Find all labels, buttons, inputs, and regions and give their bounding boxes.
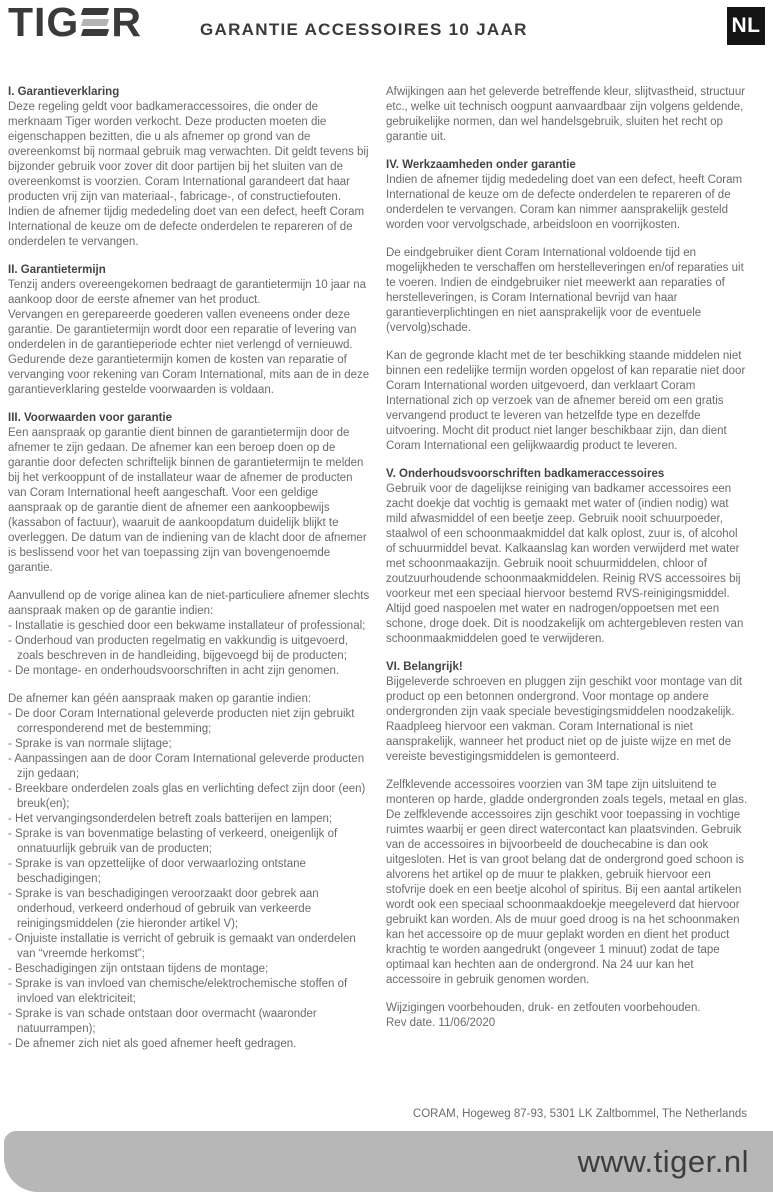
bullet-item: - Onderhoud van producten regelmatig en vakkundig is uitgevoerd, zoals beschreven in de handleiding, bijgevoegd bij de producten; <box>8 634 370 664</box>
paragraph: Zelfklevende accessoires voorzien van 3M tape zijn uitsluitend te monteren op harde, gladde ondergronden zoals tegels, metaal en glas. De zelfklevende accessoires zijn geschikt voor toepassing in vochtige ruimtes waarbij er geen direct watercontact kan plaatsvinden. Gebruik van de accessoires in bijvoorbeeld de douchecabine is dan ook uitgesloten. Het is van groot belang dat de ondergrond goed schoon is alvorens het artikel op de muur te plakken, gebruik hiervoor een stofvrije doek en een beetje alcohol of spiritus. Bij een aantal artikelen wordt ook een speciaal schoonmaakdoekje meegeleverd dat hiervoor gebruikt kan worden. Als de muur goed droog is na het schoonmaken kan het accessoire op de muur geplakt worden en dient het product krachtig te worden aangedrukt (ongeveer 1 minuut) zodat de tape optimaal kan hechten aan de ondergrond. Na 24 uur kan het accessoire in gebruik genomen worden. <box>386 779 748 986</box>
bullet-item: - Installatie is geschied door een bekwame installateur of professional; <box>8 619 370 634</box>
section-heading: III. Voorwaarden voor garantie <box>8 412 173 424</box>
bullet-item: - Sprake is van bovenmatige belasting of verkeerd, oneigenlijk of onnatuurlijk gebruik van de producten; <box>8 827 370 857</box>
language-badge: NL <box>727 7 765 45</box>
logo-text-prefix: TIG <box>8 0 80 45</box>
left-column <box>8 85 370 1052</box>
footer-bar <box>4 1131 773 1192</box>
paragraph: Wijzigingen voorbehouden, druk- en zetfouten voorbehouden. <box>386 1002 701 1014</box>
bullet-item: - De afnemer zich niet als goed afnemer heeft gedragen. <box>8 1037 370 1052</box>
bullet-item: - De montage- en onderhoudsvoorschriften in acht zijn genomen. <box>8 664 370 679</box>
paragraph: Indien de afnemer tijdig mededeling doet van een defect, heeft Coram International de keuze om de defecte onderdelen te repareren of de onderdelen te vervangen. Coram kan nimmer aansprakelijk gesteld worden voor vervolgschade, arbeidsloon en voorrijkosten. <box>386 174 743 231</box>
section-heading: II. Garantietermijn <box>8 264 106 276</box>
bullet-item: - Breekbare onderdelen zoals glas en verlichting defect zijn door (een) breuk(en); <box>8 782 370 812</box>
right-column <box>386 85 748 1031</box>
paragraph: Afwijkingen aan het geleverde betreffende kleur, slijtvastheid, structuur etc., welke uit technisch oogpunt aanvaardbaar zijn volgens geldende, gebruikelijke normen, dan wel handelsgebruik, sluiten het recht op garantie uit. <box>386 86 746 143</box>
bullet-item: - Beschadigingen zijn ontstaan tijdens de montage; <box>8 962 370 977</box>
paragraph: Gedurende deze garantietermijn komen de kosten van reparatie of vervanging voor rekening van Coram International, mits aan de in deze garantieverklaring gestelde voorwaarden is voldaan. <box>8 354 370 396</box>
paragraph: Bijgeleverde schroeven en pluggen zijn geschikt voor montage van dit product op een betonnen ondergrond. Voor montage op andere ondergronden zijn vaak speciale bevestigingsmiddelen noodzakelijk. Raadpleeg hiervoor een vakman. Coram International is niet aansprakelijk, wanneer het product niet op de juiste wijze en met de vereiste bevestigingsmiddelen is gemonteerd. <box>386 676 743 763</box>
paragraph: Deze regeling geldt voor badkameraccessoires, die onder de merknaam Tiger worden verkocht. Deze producten moeten die eigenschappen bezitten, die u als afnemer op grond van de overeenkomst bij normaal gebruik mag verwachten. Dit geldt tevens bij bijzonder gebruik voor zover dit door partijen bij het sluiten van de overeenkomst is voorzien. Coram International garandeert dat haar producten vrij zijn van materiaal-, fabricage-, of constructiefouten. Indien de afnemer tijdig mededeling doet van een defect, heeft Coram International de keuze om de defecte onderdelen te repareren of de onderdelen te vervangen. <box>8 101 369 248</box>
document-title: GARANTIE ACCESSOIRES 10 JAAR <box>200 20 528 39</box>
bullet-list <box>8 707 370 1052</box>
bullet-item: - Het vervangingsonderdelen betreft zoals batterijen en lampen; <box>8 812 370 827</box>
paragraph: Vervangen en gerepareerde goederen vallen eveneens onder deze garantie. De garantietermijn wordt door een reparatie of levering van onderdelen in de garantieperiode echter niet verlengd of vernieuwd. <box>8 309 357 351</box>
paragraph: Gebruik voor de dagelijkse reiniging van badkamer accessoires een zacht doekje dat vochtig is gemaakt met water of (indien nodig) wat mild afwasmiddel of een beetje zeep. Gebruik nooit schuurpoeder, staalwol of een schoonmaakmiddel dat kalk oplost, zuur is, of alcohol of schuurmiddel bevat. Kalkaanslag kan worden verwijderd met water met schoonmaakazijn. Gebruik nooit schuurmiddelen, chloor of zoutzuurhoudende schoonmaakmiddelen. Reinig RVS accessoires bij voorkeur met een speciaal hiervoor bestemd RVS-reinigingsmiddel. Altijd goed naspoelen met water en nadrogen/oppoetsen met een schone, droge doek. Dit is noodzakelijk om achtergebleven resten van schoonmaakmiddelen goed te verwijderen. <box>386 483 744 645</box>
paragraph: De afnemer kan géén aanspraak maken op garantie indien: <box>8 693 312 705</box>
paragraph: Een aanspraak op garantie dient binnen de garantietermijn door de afnemer te zijn gedaan. De afnemer kan een beroep doen op de garantie door defecten schriftelijk binnen de garantietermijn te melden bij het verkooppunt of de installateur waar de afnemer de producten van Coram International heeft aangeschaft. Voor een geldige aanspraak op de garantie dient de afnemer een aankoopbewijs (kassabon of factuur), waaruit de aankoopdatum duidelijk blijkt te overleggen. De datum van de indiening van de klacht door de afnemer is beslissend voor het van toepassing zijn van bovengenoemde garantie. <box>8 427 367 574</box>
tiger-logo <box>8 0 142 45</box>
bullet-item: - Sprake is van beschadigingen veroorzaakt door gebrek aan onderhoud, verkeerd onderhoud of gebruik van verkeerde reinigingsmiddelen (zie hieronder artikel V); <box>8 887 370 932</box>
section-heading: I. Garantieverklaring <box>8 86 120 98</box>
section-heading: VI. Belangrijk! <box>386 661 463 673</box>
bullet-item: - Sprake is van normale slijtage; <box>8 737 370 752</box>
section-heading: IV. Werkzaamheden onder garantie <box>386 159 576 171</box>
bullet-item: - Sprake is van invloed van chemische/elektrochemische stoffen of invloed van elektriciteit; <box>8 977 370 1007</box>
bullet-item: - De door Coram International geleverde producten niet zijn gebruikt corresponderend met de bestemming; <box>8 707 370 737</box>
website-url: www.tiger.nl <box>577 1143 749 1179</box>
bullet-item: - Onjuiste installatie is verricht of gebruik is gemaakt van onderdelen van “vreemde herkomst”; <box>8 932 370 962</box>
section-heading: V. Onderhoudsvoorschriften badkameraccessoires <box>386 468 665 480</box>
paragraph: Kan de gegronde klacht met de ter beschikking staande middelen niet binnen een redelijke termijn worden opgelost of kan reparatie niet door Coram International worden uitgevoerd, dan verklaart Coram International zich op verzoek van de afnemer bereid om een gratis vervangend product te leveren van hetzelfde type en dezelfde uitvoering. Mocht dit product niet langer beschikbaar zijn, dan dient Coram International een gelijkwaardig product te leveren. <box>386 350 746 452</box>
logo-e-bars-icon <box>82 8 108 36</box>
bullet-item: - Sprake is van schade ontstaan door overmacht (waaronder natuurrampen); <box>8 1007 370 1037</box>
paragraph: Aanvullend op de vorige alinea kan de niet-particuliere afnemer slechts aanspraak maken op de garantie indien: <box>8 590 370 617</box>
paragraph: Tenzij anders overeengekomen bedraagt de garantietermijn 10 jaar na aankoop door de eerste afnemer van het product. <box>8 279 367 306</box>
paragraph: Rev date. 11/06/2020 <box>386 1017 496 1029</box>
company-address: CORAM, Hogeweg 87-93, 5301 LK Zaltbommel, The Netherlands <box>412 1108 747 1120</box>
bullet-item: - Aanpassingen aan de door Coram International geleverde producten zijn gedaan; <box>8 752 370 782</box>
paragraph: De eindgebruiker dient Coram International voldoende tijd en mogelijkheden te verschaffen om herstelleveringen en/of reparaties uit te voeren. Indien de eindgebruiker niet meewerkt aan reparaties of herstelleveringen, is Coram International bevrijd van haar garantieverplichtingen en niet aansprakelijk voor de eventuele (vervolg)schade. <box>386 247 744 334</box>
bullet-item: - Sprake is van opzettelijke of door verwaarlozing ontstane beschadigingen; <box>8 857 370 887</box>
bullet-list <box>8 619 370 679</box>
logo-text-suffix: R <box>111 0 142 45</box>
